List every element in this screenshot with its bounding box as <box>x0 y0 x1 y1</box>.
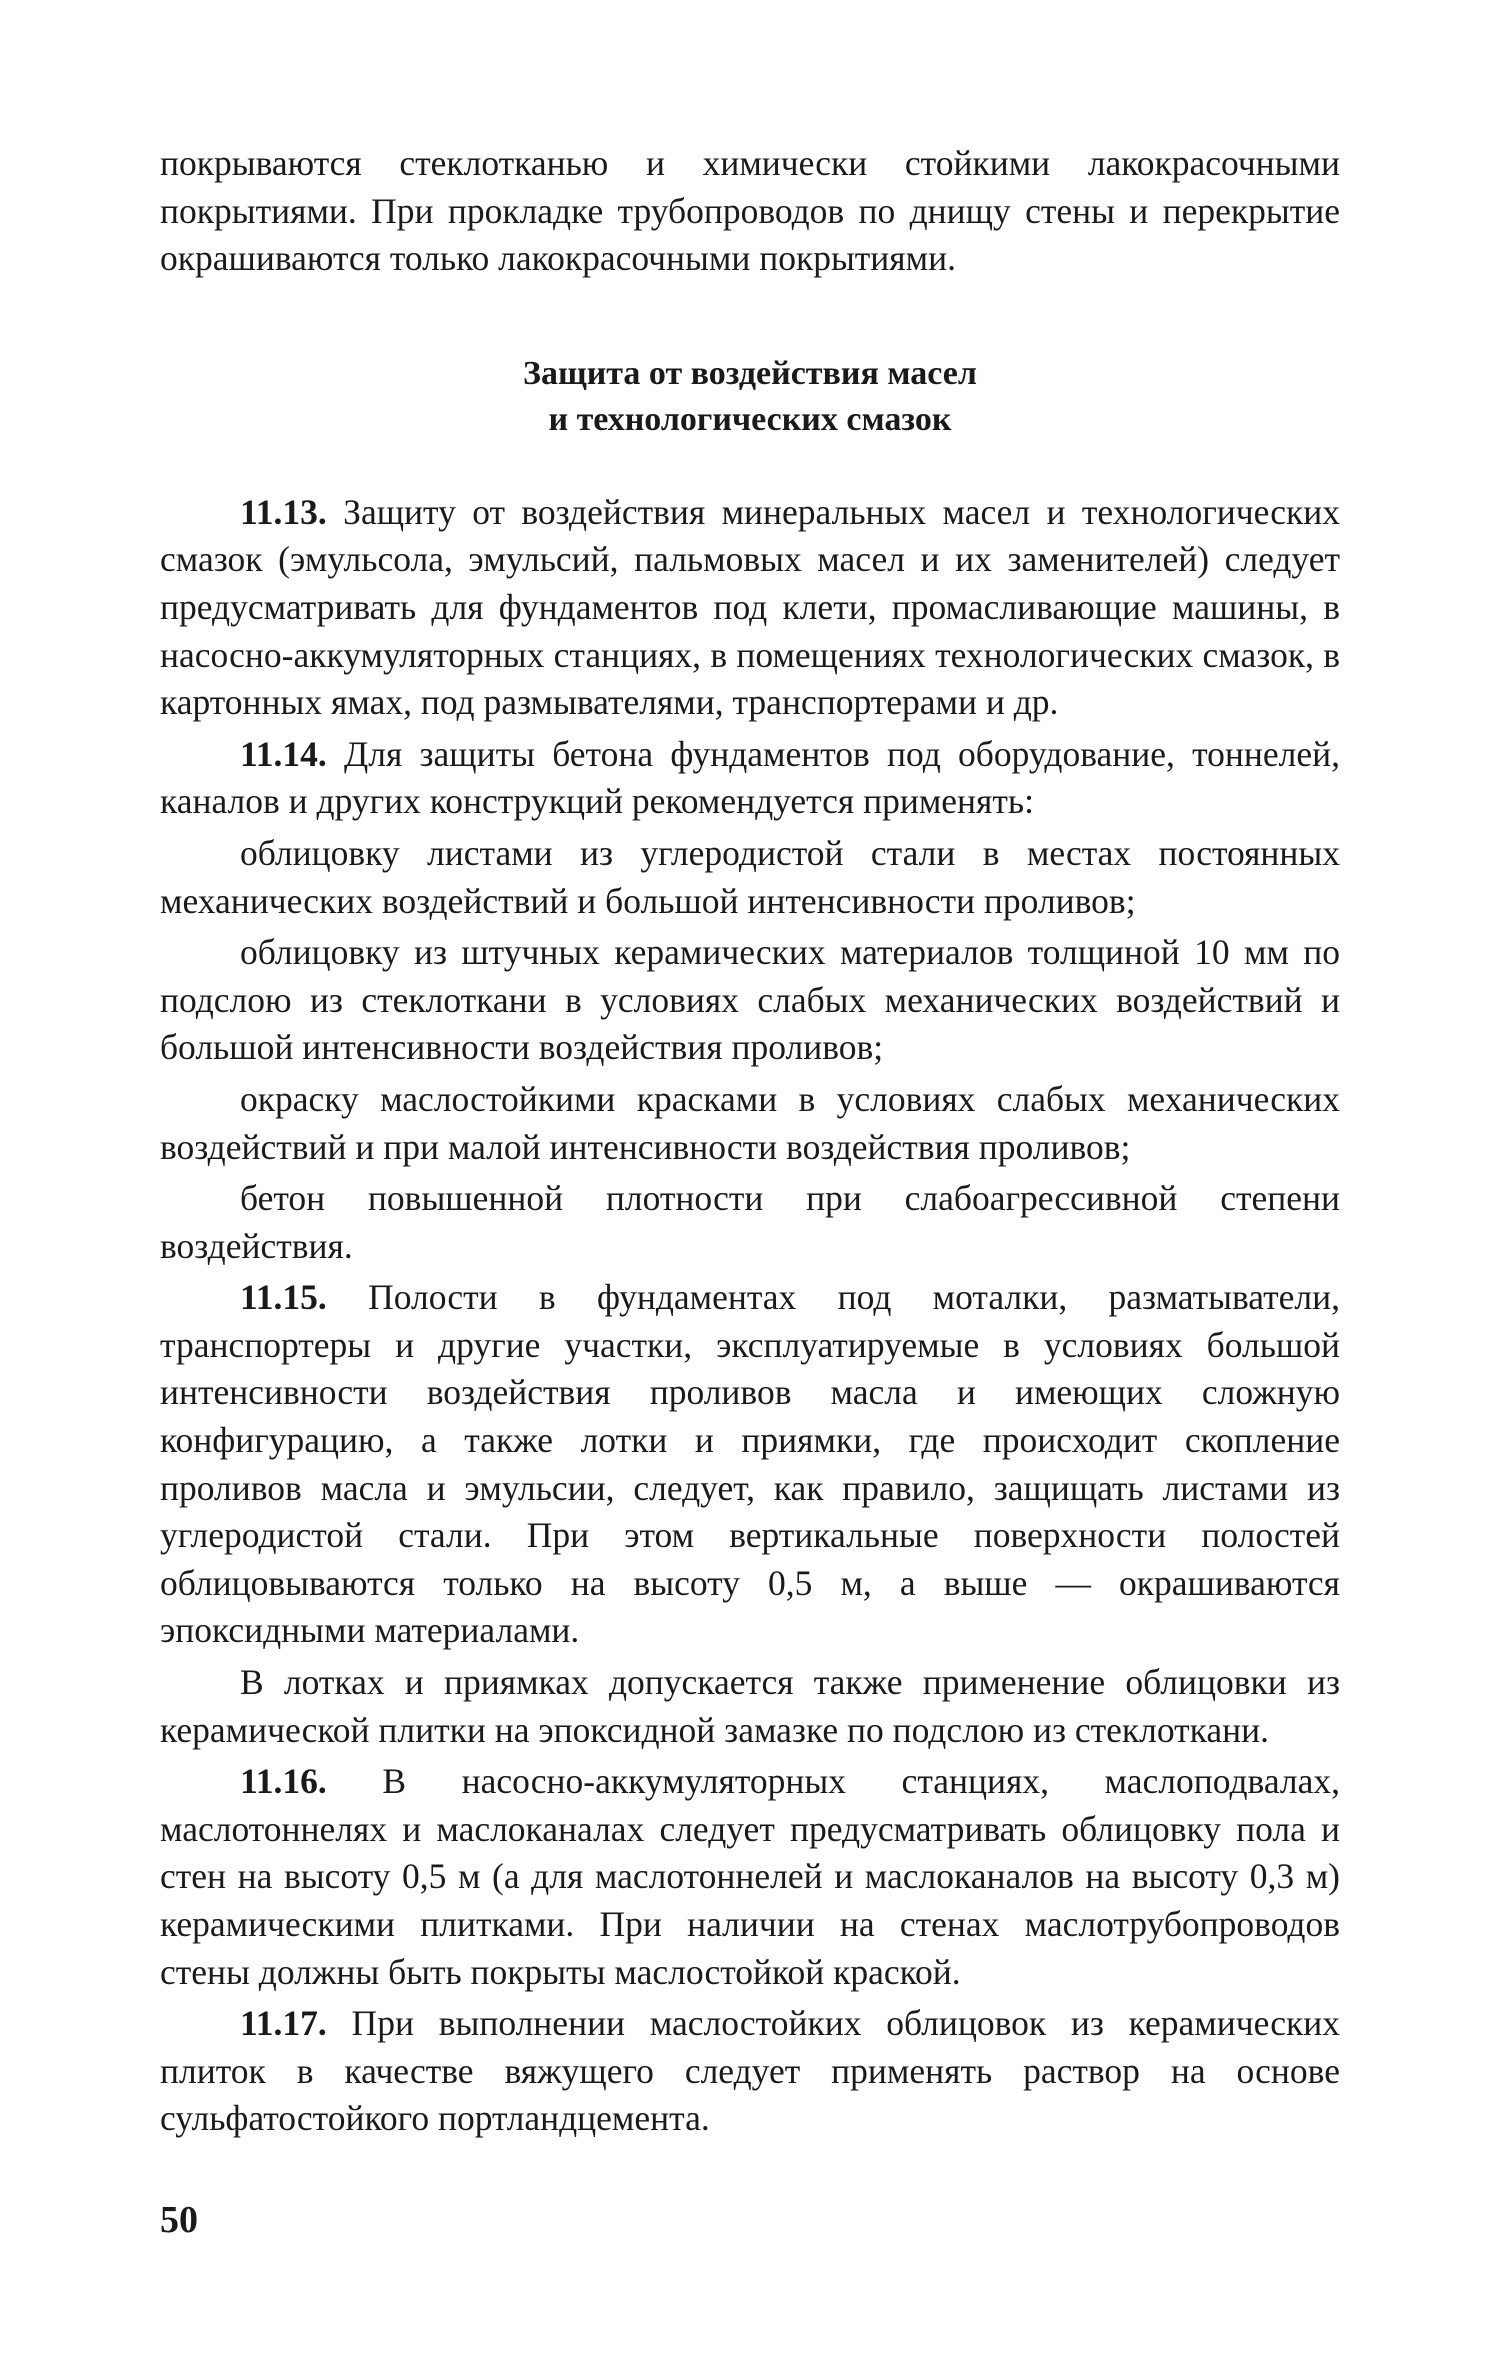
page-number: 50 <box>160 2199 198 2241</box>
clause-number-11-16: 11.16. <box>240 1761 327 1802</box>
clause-text-11-13: Защиту от воздействия минеральных масел и технологических смазок (эмульсола, эмульсий, пальмовых масел и их заменителей) следует предусматривать для фундаментов под клети, промасливающие машины, в насосно-аккумуляторных станциях, в помещениях технологических смазок, в картонных ямах, под размывателями, транспортерами и др. <box>160 491 1340 723</box>
list-item-ceramic-lining: облицовку из штучных керамических материалов толщиной 10 мм по подслою из стеклоткани в условиях слабых механических воздействий и большой интенсивности воздействия проливов; <box>160 932 1340 1068</box>
list-item-oil-resistant-paint: окраску маслостойкими красками в условиях слабых механических воздействий и при малой интенсивности воздействия проливов; <box>160 1078 1340 1167</box>
clause-text-11-15: Полости в фундаментах под моталки, разматыватели, транспортеры и другие участки, эксплуатируемые в условиях большой интенсивности воздействия проливов масла и имеющих сложную конфигурацию, а также лотки и приямки, где происходит скопление проливов масла и эмульсии, следует, как правило, защищать листами из углеродистой стали. При этом вертикальные поверхности полостей облицовываются только на высоту 0,5 м, а выше — окрашиваются эпоксидными материалами. <box>160 1277 1340 1651</box>
paragraph-11-17 <box>160 2000 1340 2143</box>
clause-text-11-17: При выполнении маслостойких облицовок из керамических плиток в качестве вяжущего следует применять раствор на основе сульфатостойкого портландцемента. <box>160 2003 1340 2139</box>
paragraph-11-14 <box>160 731 1340 826</box>
intro-paragraph: покрываются стеклотканью и химически стойкими лакокрасочными покрытиями. При прокладке трубопроводов по днищу стены и перекрытие окрашиваются только лакокрасочными покрытиями. <box>160 143 1340 279</box>
section-heading <box>160 351 1340 443</box>
section-heading-line-2: и технологических смазок <box>548 400 952 438</box>
clause-number-11-13: 11.13. <box>240 491 327 532</box>
list-item-dense-concrete: бетон повышенной плотности при слабоагрессивной степени воздействия. <box>160 1178 1340 1266</box>
clause-text-11-16: В насосно-аккумуляторных станциях, маслоподвалах, маслотоннелях и маслоканалах следует предусматривать облицовку пола и стен на высоту 0,5 м (а для маслотоннелей и маслоканалов на высоту 0,3 м) керамическими плитками. При наличии на стенах маслотрубопроводов стены должны быть покрыты маслостойкой краской. <box>160 1761 1340 1992</box>
clause-text-11-14: Для защиты бетона фундаментов под оборудование, тоннелей, каналов и других конструкций рекомендуется применять: <box>160 733 1340 822</box>
paragraph-11-16 <box>160 1758 1340 1996</box>
paragraph-11-15 <box>160 1274 1340 1655</box>
paragraph-11-15-extra: В лотках и приямках допускается также применение облицовки из керамической плитки на эпоксидной замазке по подслою из стеклоткани. <box>160 1662 1340 1750</box>
document-page <box>160 140 1340 2143</box>
clause-number-11-15: 11.15. <box>240 1277 327 1318</box>
list-item-steel-lining: облицовку листами из углеродистой стали в местах постоянных механических воздействий и большой интенсивности проливов; <box>160 832 1340 921</box>
clause-number-11-17: 11.17. <box>240 2003 327 2044</box>
clause-number-11-14: 11.14. <box>240 733 327 774</box>
paragraph-11-13 <box>160 489 1340 727</box>
section-heading-line-1: Защита от воздействия масел <box>523 354 977 392</box>
